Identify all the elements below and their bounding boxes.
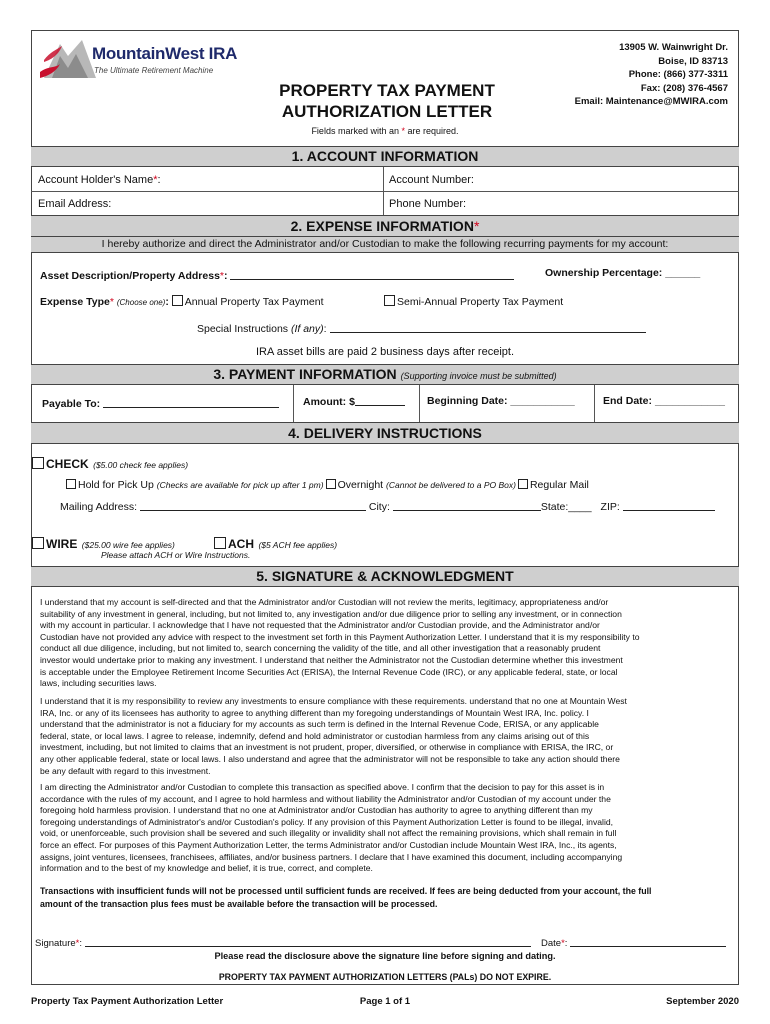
title-line-1: PROPERTY TAX PAYMENT [279,81,495,100]
ach-option: ACH ($5 ACH fee applies) [214,535,337,553]
section-1-heading: 1. ACCOUNT INFORMATION [31,146,739,167]
page-title [262,80,512,122]
date-field[interactable]: Date*: [541,936,726,949]
overnight-checkbox[interactable] [326,479,336,489]
annual-checkbox[interactable] [172,295,183,306]
attach-instructions-note: Please attach ACH or Wire Instructions. [101,550,251,560]
amount-line[interactable] [355,395,405,406]
signature-field[interactable]: Signature*: [35,936,531,949]
required-fields-note: Fields marked with an * are required. [311,126,459,136]
section-3-heading: 3. PAYMENT INFORMATION (Supporting invoice must be submitted) [31,364,739,385]
email-line: Email: Maintenance@MWIRA.com [574,96,728,107]
title-line-2: AUTHORIZATION LETTER [281,102,493,121]
asset-description-line[interactable] [230,269,514,280]
authorization-intro: I hereby authorize and direct the Administrator and/or Custodian to make the following recurring payments for my account: [101,238,669,250]
mountain-logo-icon [38,38,98,84]
insufficient-funds-note: Transactions with insufficient funds will not be processed until sufficient funds are received. If fees are being deducted from your account, the full amount of the transaction plus fees must be available before the transaction will be processed. [40,886,652,909]
company-address [520,41,728,109]
account-number-field[interactable]: Account Number: [389,174,474,186]
address-line-1: 13905 W. Wainwright Dr. [619,42,728,53]
footer-form-title: Property Tax Payment Authorization Letter [31,996,224,1007]
mailing-address-line[interactable] [140,500,366,511]
divider [293,385,294,422]
acknowledgment-paragraph-2: I understand that it is my responsibility to review any investments to ensure compliance with these requirements. understand that no one at Mountain West IRA, Inc. or any of its licensees has authority to agree to anything different than my foregoing understandings of Mountain West IRA, Inc. policy. I understand that the administrator is not a fiduciary for my accounts as such term is defined in the Internal Revenue Code, ERISA, or any applicable federal, state, or local laws. I agree to release, indemnify, defend and hold administrator or custodian harmless from any claims arising out of this investment, including, but not limited to claims that an investment is not prudent, proper, diversified, or otherwise in compliance with ERISA, the IRC, or any other applicable federal, state or local laws. I also understand and agree that the administrator will not be responsible to take any action should there be any default with regard to this investment. [40,696,627,776]
check-option: CHECK ($5.00 check fee applies) [32,455,188,473]
amount-field[interactable]: Amount: $ [303,395,405,408]
fax-line: Fax: (208) 376-4567 [640,82,728,94]
logo-name: MountainWest IRA [92,44,238,63]
wire-checkbox[interactable] [32,537,44,549]
special-instructions-field[interactable]: Special Instructions (If any): [197,322,646,335]
bills-note: IRA asset bills are paid 2 business days after receipt. [255,346,515,358]
asset-description-field[interactable]: Asset Description/Property Address*: [40,269,514,282]
signature-line[interactable] [85,936,531,947]
date-line[interactable] [570,936,726,947]
semiannual-option [384,295,563,308]
divider [594,385,595,422]
footer-page-number: Page 1 of 1 [359,996,411,1007]
payable-to-field[interactable]: Payable To: [42,397,279,410]
phone-field[interactable]: Phone Number: [389,198,467,210]
check-checkbox[interactable] [32,457,44,469]
annual-option-label: Annual Property Tax Payment [184,296,324,308]
end-date-field[interactable]: End Date: ____________ [603,395,726,407]
address-line-2: Boise, ID 83713 [658,55,728,67]
expense-type-row: Expense Type* (Choose one): Annual Property Tax Payment [40,296,324,308]
section-4-heading: 4. DELIVERY INSTRUCTIONS [31,422,739,444]
wire-option: WIRE ($25.00 wire fee applies) [32,535,175,553]
regular-mail-checkbox[interactable] [518,479,528,489]
email-field[interactable]: Email Address: [38,198,112,210]
mailing-address-row: Mailing Address: City: State:____ ZIP: [60,500,715,513]
semiannual-checkbox[interactable] [384,295,395,306]
section-5-heading: 5. SIGNATURE & ACKNOWLEDGMENT [31,566,739,587]
hold-for-pickup-checkbox[interactable] [66,479,76,489]
phone-line: Phone: (866) 377-3311 [628,69,728,80]
state-line[interactable]: ____ [568,501,592,513]
zip-line[interactable] [623,500,715,511]
account-holder-field[interactable]: Account Holder's Name*: [38,174,161,186]
logo-tagline: The Ultimate Retirement Machine [94,66,214,75]
divider [31,191,739,192]
acknowledgment-paragraph-1: I understand that my account is self-directed and that the Administrator and/or Custodian will not review the merits, legitimacy, appropriateness and/or suitability of any investment in general, including, but not limited to, any investigation and/or due diligence prior to selling any investment, or in connection with my account in particular. I acknowledge that I have not requested that the Administrator and/or Custodian provide, and the Administrator and/or Custodian have not provided any advice with respect to the investment set forth in this Payment Authorization Letter. I understand that it is my responsibility to conduct all due diligence, including, but not limited to, search concerning the validity of the title, and all other investigation that a reasonably prudent investor would undertake prior to making any investment. I understand that neither the Administrator not the Custodian determine whether this investment is acceptable under the Employee Retirement Income Securities Act (ERISA), the Internal Revenue Code (IRC), or any applicable federal, state, or local laws, including securities laws. [40,597,640,689]
acknowledgment-paragraph-3: I am directing the Administrator and/or Custodian to complete this transaction as specified above. I confirm that the decision to pay for this asset is in accordance with the rules of my account, and I agree to hold harmless and without liability the Administrator and/or Custodian of my account under the foregoing hold harmless provision. I understand that no one at Administrator and/or Custodian has authority to agree to anything different than my foregoing understandings of Administrator's and/or Custodian's policy. If any provision of this Payment Authorization Letter is found to be illegal, invalid, void, or unenforceable, such provision shall be severed and such illegality or invalidity shall not affect the remaining provisions, which shall remain in full force an effect. For purposes of this Payment Authorization Letter, the terms Administrator and/or Custodian include Mountain West IRA, Inc., its agents, assigns, joint ventures, licensees, franchisees, affiliates, and/or business partners. I declare that I have examined this document, including accompanying information and to the best of my knowledge and belief, it is true, correct, and complete. [40,782,623,874]
semiannual-option-label: Semi-Annual Property Tax Payment [397,296,564,308]
ach-checkbox[interactable] [214,537,226,549]
expiration-note: PROPERTY TAX PAYMENT AUTHORIZATION LETTERS (PALs) DO NOT EXPIRE. [218,972,552,982]
section-2-heading: 2. EXPENSE INFORMATION* [31,215,739,237]
city-line[interactable] [393,500,541,511]
payable-to-line[interactable] [103,397,279,408]
company-logo [38,38,238,88]
delivery-methods-row: Hold for Pick Up (Checks are available for pick up after 1 pm) Overnight (Cannot be delivered to a PO Box) Regular Mail [66,479,589,491]
disclosure-note: Please read the disclosure above the signature line before signing and dating. [214,951,556,961]
ownership-percentage-field[interactable]: Ownership Percentage: ______ [545,267,701,279]
special-instructions-line[interactable] [330,322,646,333]
footer-date: September 2020 [666,996,739,1007]
divider [419,385,420,422]
beginning-date-field[interactable]: Beginning Date: ___________ [427,395,575,407]
